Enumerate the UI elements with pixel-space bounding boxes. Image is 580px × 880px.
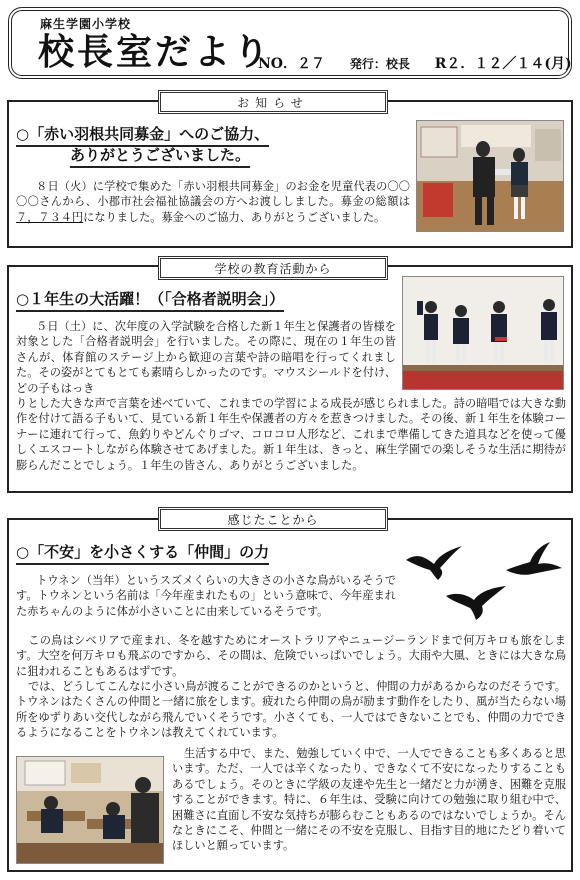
masthead	[8, 7, 572, 79]
issue-info	[258, 53, 580, 73]
section-label-notice: お知らせ	[158, 90, 388, 114]
section3-para2: この鳥はシベリアで産まれ、冬を越すためにオーストラリアやニュージーランドまで何万キロも旅をします。大空を何万キロも飛ぶのですから、その間は、危険でいっぱいでしょう。大雨や大風、ときには大きな鳥に狙われることもあるはずです。	[16, 634, 566, 678]
photo-classroom-study-image	[17, 757, 164, 864]
section-label-reflections: 感じたことから	[158, 507, 388, 531]
photo-first-graders-image	[403, 277, 564, 390]
section2-body-top	[16, 319, 396, 399]
photo-donation-handover	[416, 120, 564, 232]
section2-heading: ○１年生の大活躍！（「合格者説明会」）	[16, 289, 284, 312]
issue-date: R２．１２／１４(月)	[434, 56, 572, 72]
section3-heading: ○「不安」を小さくする「仲間」の力	[16, 542, 269, 565]
photo-first-graders	[402, 276, 564, 390]
section3-para1: トウネン（当年）というスズメくらいの大きさの小さな鳥がいるそうです。トウネンという名前は「今年産まれたもの」という意味で、今年産まれた赤ちゃんのように体が小さいことに由来しているそうです。	[16, 574, 396, 618]
section2-body-bottom: りとした大きな声で言葉を述べていて、これまでの学習による成長が感じられました。詩の暗唱では大きな動作を付けて語る子もいて、見ている新１年生や保護者の方々を惹きつけました。その後、新１年生を体験コーナーに連れて行って、魚釣りやどんぐりゴマ、コロコロ人形など、これまで準備してきた道具などを使って優しくエスコートしながら体験させてあげました。新１年生は、きっと、麻生学園での楽しそうな生活に期待が膨らんだことでしょう。１年生の皆さん、ありがとうございました。	[16, 397, 566, 472]
issue-number: NO．２７	[258, 56, 325, 72]
section2-body-part1: ５日（土）に、次年度の入学試験を合格した新１年生と保護者の皆様を対象とした「合格者説明会」を行いました。その際に、現在の１年生の皆さんが、体育館のステージ上から歓迎の言葉や詩の暗唱を行ってくれました。その姿がとてもとても素晴らしかったのです。マウスシールドを付け、どの子もはっき	[16, 320, 396, 395]
newsletter-title: 校長室だより	[38, 31, 273, 73]
bird-silhouette-icon	[502, 540, 564, 580]
photo-classroom-study	[16, 756, 164, 864]
section1-heading-line2: ありがとうございました。	[70, 145, 250, 168]
bird-silhouette-icon	[404, 544, 464, 584]
section3-para4: 生活する中で、また、勉強していく中で、一人でできることも多くあると思います。ただ、一人では辛くなったり、できなくて不安になったりすることもあるでしょう。そのときに学級の友達や先生と一緒だと力が湧き、困難を克服することができます。特に、６年生は、受験に向けての勉強に取り組む中で、困難さに直面し不安な気持ちが膨らむこともあるのではないでしょうか。そんなときにこそ、仲間と一緒にその不安を克服し、目指す目的地にたどり着いてほしいと願っています。	[172, 747, 566, 853]
section1-heading-line1: ○「赤い羽根共同募金」へのご協力、	[16, 124, 269, 147]
school-name: 麻生学園小学校	[40, 17, 132, 31]
section3-para3: では、どうしてこんなに小さい鳥が渡ることができるのかというと、仲間の力があるからなのだそうです。トウネンはたくさんの仲間と一緒に旅をします。疲れたら仲間の鳥が励ます動作をしたり、風が当たらない場所をゆずりあい交代しながら飛んでいくそうです。小さくても、一人ではできないことでも、仲間の力でできるようになることをトウネンは教えてくれています。	[16, 680, 566, 740]
section-label-education: 学校の教育活動から	[158, 256, 388, 280]
publisher: 発行：校長	[349, 57, 410, 71]
bird-silhouette-icon	[444, 582, 508, 622]
section1-body: ８日（火）に学校で集めた「赤い羽根共同募金」のお金を児童代表の〇〇〇〇さんから、小郡市社会福祉協議会の方へお渡ししました。募金の総額は７，７３４円になりました。募金へのご協力、ありがとうございました。	[16, 180, 410, 224]
donation-amount: ７，７３４円	[16, 210, 84, 224]
photo-donation-handover-image	[417, 121, 564, 232]
